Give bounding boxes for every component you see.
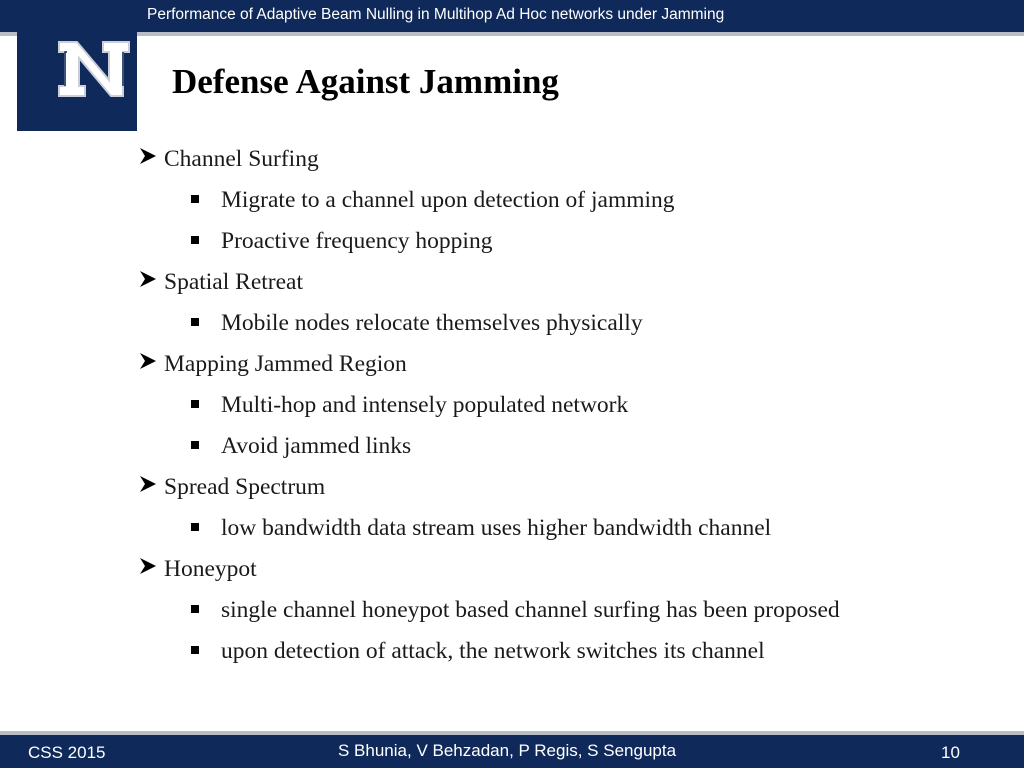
arrowhead-bullet-icon: [138, 554, 164, 584]
footer-authors: S Bhunia, V Behzadan, P Regis, S Sengupta: [338, 741, 677, 760]
square-bullet-icon: [191, 318, 199, 326]
sub-bullet-label: Multi-hop and intensely populated network: [221, 392, 629, 418]
sub-bullet-label: single channel honeypot based channel surfing has been proposed: [221, 597, 840, 623]
sub-bullet-label: Proactive frequency hopping: [221, 228, 493, 254]
bullet-item: [138, 472, 325, 502]
footer-conference: CSS 2015: [28, 743, 106, 762]
square-bullet-icon: [191, 523, 199, 531]
bullet-label: Spatial Retreat: [164, 269, 303, 295]
bullet-label: Mapping Jammed Region: [164, 351, 407, 377]
square-bullet-icon: [191, 441, 199, 449]
bullet-item: [138, 349, 407, 379]
bullet-item: [138, 554, 257, 584]
arrowhead-bullet-icon: [138, 349, 164, 379]
square-bullet-icon: [191, 646, 199, 654]
sub-bullet-item: [191, 308, 643, 338]
presentation-title: Performance of Adaptive Beam Nulling in Multihop Ad Hoc networks under Jamming: [147, 6, 725, 23]
university-logo: [17, 0, 137, 131]
sub-bullet-item: [191, 226, 492, 256]
sub-bullet-label: upon detection of attack, the network switches its channel: [221, 638, 765, 664]
bullet-item: [138, 267, 303, 297]
sub-bullet-label: Migrate to a channel upon detection of jamming: [221, 187, 675, 213]
square-bullet-icon: [191, 605, 199, 613]
header-divider: [0, 32, 1024, 36]
sub-bullet-label: low bandwidth data stream uses higher bandwidth channel: [221, 515, 772, 541]
sub-bullet-item: [191, 185, 675, 215]
bullet-label: Channel Surfing: [164, 146, 319, 172]
block-n-logo-icon: [57, 40, 131, 98]
sub-bullet-item: [191, 390, 628, 420]
sub-bullet-item: [191, 595, 840, 625]
sub-bullet-item: [191, 431, 411, 461]
square-bullet-icon: [191, 400, 199, 408]
bullet-label: Honeypot: [164, 556, 257, 582]
footer-page-number: 10: [941, 743, 960, 762]
arrowhead-bullet-icon: [138, 144, 164, 174]
sub-bullet-item: [191, 513, 771, 543]
sub-bullet-item: [191, 636, 765, 666]
arrowhead-bullet-icon: [138, 267, 164, 297]
square-bullet-icon: [191, 195, 199, 203]
sub-bullet-label: Avoid jammed links: [221, 433, 412, 459]
bullet-item: [138, 144, 319, 174]
square-bullet-icon: [191, 236, 199, 244]
slide-title: Defense Against Jamming: [172, 62, 559, 101]
arrowhead-bullet-icon: [138, 472, 164, 502]
sub-bullet-label: Mobile nodes relocate themselves physically: [221, 310, 643, 336]
bullet-label: Spread Spectrum: [164, 474, 326, 500]
